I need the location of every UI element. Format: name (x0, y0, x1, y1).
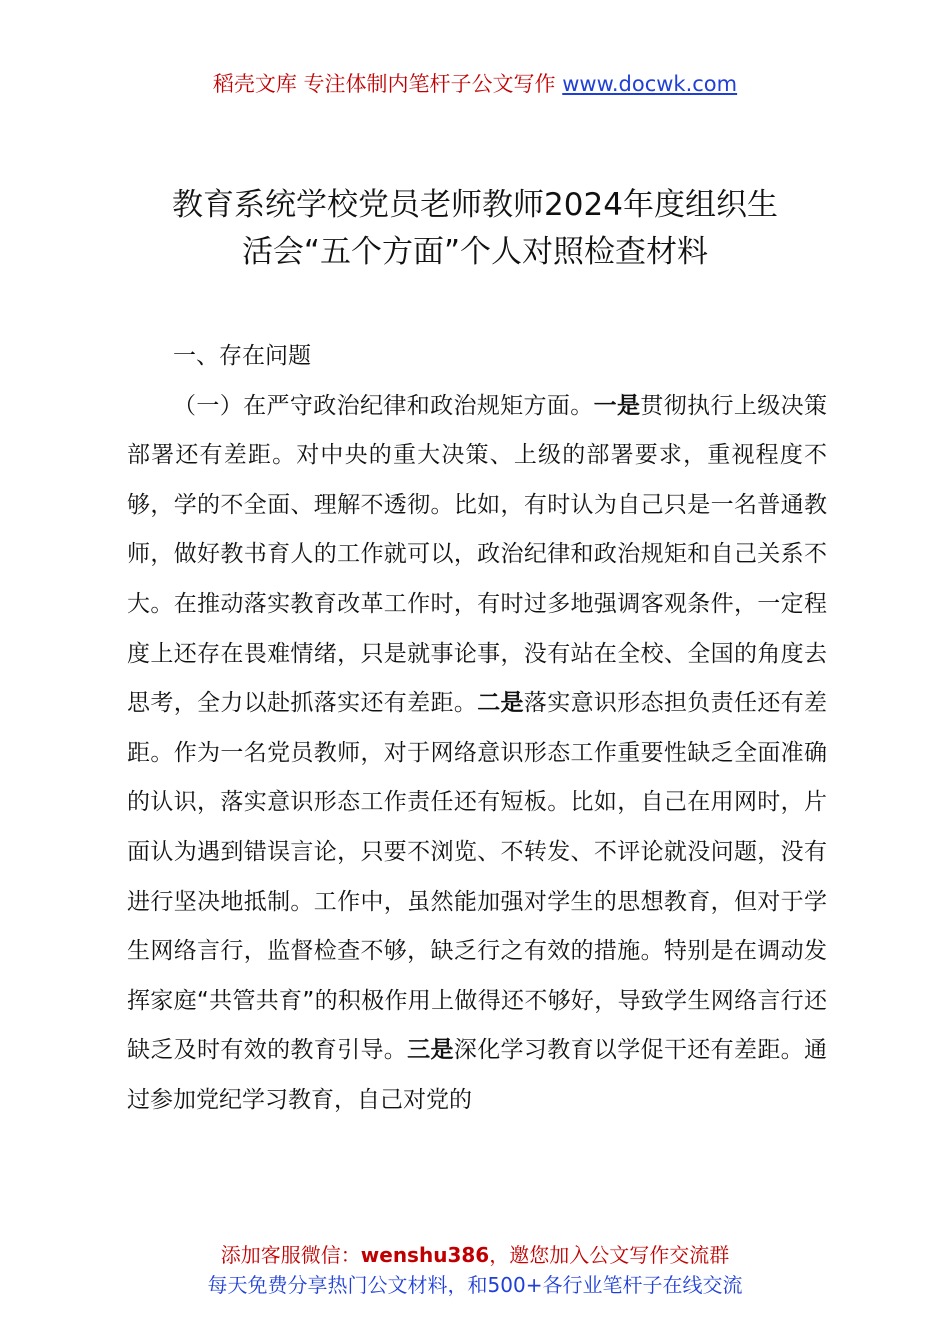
title-line-2: 活会“五个方面”个人对照检查材料 (241, 234, 709, 270)
paragraph-lead: （一）在严守政治纪律和政治规矩方面。 (173, 392, 594, 419)
title-line-1: 教育系统学校党员老师教师2024年度组织生 (172, 187, 778, 223)
point2-text: 落实意识形态担负责任还有差距。作为一名党员教师，对于网络意识形态工作重要性缺乏全面准确的认识，落实意识形态工作责任还有短板。比如，自己在用网时，片面认为遇到错误言论，只要不浏览、不转发、不评论就没问题，没有进行坚决地抵制。工作中，虽然能加强对学生的思想教育，但对于学生网络言行，监督检查不够，缺乏行之有效的措施。特别是在调动发挥家庭“共管共育”的积极作用上做得还不够好，导致学生网络言行还缺乏及时有效的教育引导。 (127, 690, 828, 1064)
body-paragraph (127, 382, 827, 1126)
point1-text: 贯彻执行上级决策部署还有差距。对中央的重大决策、上级的部署要求，重视程度不够，学的不全面、理解不透彻。比如，有时认为自己只是一名普通教师，做好教书育人的工作就可以，政治纪律和政治规矩和自己关系不大。在推动落实教育改革工作时，有时过多地强调客观条件，一定程度上还存在畏难情绪，只是就事论事，没有站在全校、全国的角度去思考，全力以赴抓落实还有差距。 (127, 392, 828, 717)
point3-label: 三是 (407, 1037, 454, 1064)
section-heading: 一、存在问题 (173, 343, 311, 369)
page-header (0, 70, 950, 98)
header-url-link[interactable]: www.docwk.com (562, 72, 738, 96)
header-brand-text: 稻壳文库 专注体制内笔杆子公文写作 (212, 72, 556, 96)
page-footer (0, 1240, 950, 1300)
point1-label: 一是 (593, 392, 641, 419)
wechat-id: wenshu386 (360, 1243, 490, 1267)
document-title (100, 182, 850, 276)
footer-line-1 (0, 1240, 950, 1270)
point3-text: 深化学习教育以学促干还有差距。通过参加党纪学习教育，自己对党的 (127, 1037, 828, 1113)
footer-prefix: 添加客服微信： (220, 1243, 361, 1267)
point2-label: 二是 (477, 690, 524, 717)
footer-line-2: 每天免费分享热门公文材料，和500+各行业笔杆子在线交流 (207, 1273, 743, 1297)
document-body (127, 332, 827, 1126)
footer-suffix: ，邀您加入公文写作交流群 (489, 1243, 730, 1267)
